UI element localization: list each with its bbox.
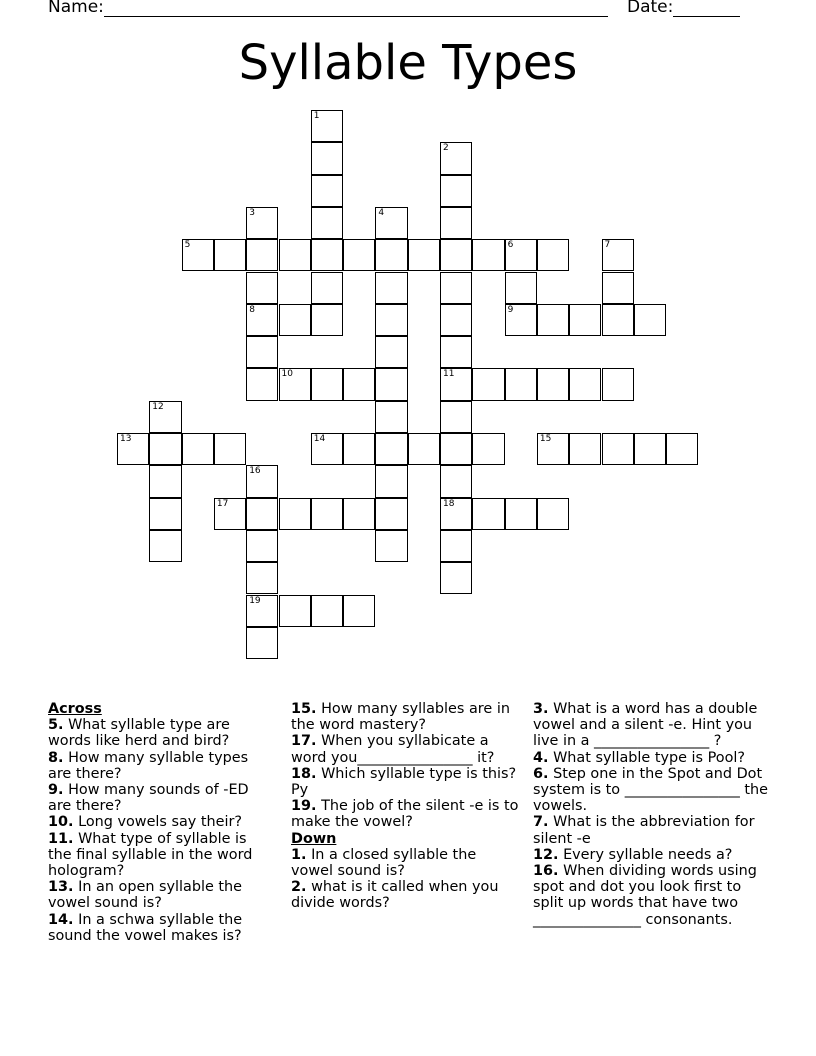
clue-number: 12 — [152, 401, 164, 412]
clue-num: 17. — [291, 733, 317, 750]
clue-number: 4 — [378, 207, 385, 218]
date-label: Date: — [627, 0, 674, 17]
grid-cell[interactable] — [375, 498, 407, 530]
grid-cell[interactable] — [311, 207, 343, 239]
grid-cell[interactable] — [279, 595, 311, 627]
down-heading: Down — [291, 830, 337, 847]
clue-text: What syllable type is Pool? — [553, 749, 746, 766]
across-clue — [48, 814, 273, 830]
clue-number: 7 — [604, 240, 611, 251]
grid-cell[interactable] — [505, 272, 537, 304]
clue-text: The job of the silent -e is to make the vowel? — [291, 798, 519, 831]
across-clue — [291, 701, 519, 733]
clue-number: 3 — [249, 207, 255, 218]
down-clue — [533, 814, 769, 846]
clue-number: 5 — [184, 240, 191, 251]
grid-cell[interactable] — [569, 304, 601, 336]
across-heading: Across — [48, 701, 102, 717]
grid-cell[interactable] — [343, 239, 375, 271]
grid-cell[interactable] — [375, 530, 407, 562]
down-clue — [291, 847, 519, 879]
grid-cell[interactable] — [537, 498, 569, 530]
grid-cell[interactable] — [311, 272, 343, 304]
clue-number: 1 — [313, 111, 320, 121]
grid-cell[interactable] — [505, 304, 537, 336]
across-clue — [48, 782, 273, 814]
date-line — [673, 16, 740, 17]
grid-cell[interactable] — [537, 433, 569, 465]
grid-cell[interactable] — [440, 272, 472, 304]
grid-cell[interactable] — [440, 530, 472, 562]
clue-num: 13. — [48, 879, 74, 896]
grid-cell[interactable] — [246, 368, 278, 400]
grid-cell[interactable] — [246, 498, 278, 530]
grid-cell[interactable] — [311, 239, 343, 271]
grid-cell[interactable] — [537, 239, 569, 271]
name-label: Name: — [48, 0, 104, 17]
down-clue — [533, 847, 769, 863]
clue-number: 6 — [507, 240, 514, 251]
grid-cell[interactable] — [149, 433, 181, 465]
grid-cell[interactable] — [440, 401, 472, 433]
grid-cell[interactable] — [149, 530, 181, 562]
grid-cell[interactable] — [343, 498, 375, 530]
grid-cell[interactable] — [311, 175, 343, 207]
crossword-grid — [117, 110, 699, 661]
grid-cell[interactable] — [440, 142, 472, 174]
down-clue — [533, 750, 769, 766]
clues-column-2 — [291, 701, 519, 912]
clue-number: 18 — [443, 498, 455, 509]
grid-cell[interactable] — [375, 368, 407, 400]
grid-cell[interactable] — [472, 433, 504, 465]
across-clue — [48, 831, 273, 880]
grid-cell[interactable] — [537, 368, 569, 400]
grid-cell[interactable] — [602, 239, 634, 271]
grid-cell[interactable] — [666, 433, 698, 465]
grid-cell[interactable] — [149, 465, 181, 497]
grid-cell[interactable] — [375, 336, 407, 368]
grid-cell[interactable] — [408, 433, 440, 465]
down-clue — [533, 863, 769, 928]
clue-text: Step one in the Spot and Dot system is to ________________ the vowels. — [533, 765, 769, 815]
clue-num: 4. — [533, 749, 549, 766]
grid-cell[interactable] — [440, 433, 472, 465]
clue-num: 12. — [533, 846, 559, 863]
clue-num: 18. — [291, 765, 317, 782]
grid-cell[interactable] — [279, 368, 311, 400]
grid-cell[interactable] — [214, 239, 246, 271]
across-clue — [291, 766, 519, 798]
across-clue — [48, 879, 273, 911]
clue-text: How many sounds of -ED are there? — [48, 782, 249, 815]
grid-cell[interactable] — [311, 110, 343, 142]
grid-cell[interactable] — [149, 498, 181, 530]
grid-cell[interactable] — [602, 433, 634, 465]
grid-cell[interactable] — [440, 304, 472, 336]
clue-num: 16. — [533, 863, 559, 880]
clue-text: In an open syllable the vowel sound is? — [48, 879, 243, 912]
across-clue — [291, 733, 519, 765]
clue-number: 8 — [249, 304, 255, 315]
clue-num: 8. — [48, 749, 64, 766]
clue-num: 10. — [48, 814, 74, 831]
grid-cell[interactable] — [246, 239, 278, 271]
grid-cell[interactable] — [375, 304, 407, 336]
grid-cell[interactable] — [569, 433, 601, 465]
grid-cell[interactable] — [472, 239, 504, 271]
clue-num: 5. — [48, 717, 64, 734]
grid-cell[interactable] — [440, 336, 472, 368]
grid-cell[interactable] — [602, 304, 634, 336]
grid-cell[interactable] — [311, 142, 343, 174]
clue-number: 19 — [249, 595, 261, 606]
clue-text: When dividing words using spot and dot you look first to split up words that have two _______________ consonants. — [533, 863, 757, 928]
grid-cell[interactable] — [246, 530, 278, 562]
clue-num: 14. — [48, 911, 74, 928]
grid-cell[interactable] — [440, 207, 472, 239]
grid-cell[interactable] — [505, 498, 537, 530]
clues-column-1 — [48, 701, 273, 944]
grid-cell[interactable] — [246, 304, 278, 336]
grid-cell[interactable] — [472, 368, 504, 400]
grid-cell[interactable] — [375, 272, 407, 304]
grid-cell[interactable] — [214, 433, 246, 465]
clue-text: In a closed syllable the vowel sound is? — [291, 846, 477, 880]
grid-cell[interactable] — [634, 433, 666, 465]
grid-cell[interactable] — [375, 465, 407, 497]
grid-cell[interactable] — [440, 368, 472, 400]
clue-num: 6. — [533, 765, 549, 782]
grid-cell[interactable] — [440, 562, 472, 594]
down-clue — [291, 879, 519, 911]
grid-cell[interactable] — [246, 627, 278, 659]
grid-cell[interactable] — [311, 433, 343, 465]
name-line — [104, 16, 608, 17]
grid-cell[interactable] — [408, 239, 440, 271]
clue-num: 15. — [291, 701, 317, 717]
grid-cell[interactable] — [311, 304, 343, 336]
grid-cell[interactable] — [375, 401, 407, 433]
grid-cell[interactable] — [440, 175, 472, 207]
clue-text: What syllable type are words like herd and bird? — [48, 717, 230, 750]
header — [48, 0, 748, 24]
grid-cell[interactable] — [246, 465, 278, 497]
grid-cell[interactable] — [343, 368, 375, 400]
clue-text: When you syllabicate a word you________________ it? — [291, 733, 495, 766]
grid-cell[interactable] — [602, 272, 634, 304]
grid-cell[interactable] — [440, 498, 472, 530]
clue-num: 19. — [291, 798, 317, 815]
clue-number: 17 — [216, 498, 229, 509]
grid-cell[interactable] — [505, 368, 537, 400]
grid-cell[interactable] — [375, 239, 407, 271]
grid-cell[interactable] — [279, 239, 311, 271]
clue-text: what is it called when you divide words? — [291, 879, 499, 912]
grid-cell[interactable] — [246, 562, 278, 594]
grid-cell[interactable] — [214, 498, 246, 530]
clue-number: 2 — [443, 143, 449, 154]
grid-cell[interactable] — [279, 498, 311, 530]
grid-cell[interactable] — [246, 272, 278, 304]
grid-cell[interactable] — [440, 239, 472, 271]
clue-number: 15 — [539, 434, 552, 444]
across-clue — [291, 798, 519, 830]
grid-cell[interactable] — [149, 401, 181, 433]
grid-cell[interactable] — [505, 239, 537, 271]
clues-column-3 — [533, 701, 769, 928]
grid-cell[interactable] — [311, 498, 343, 530]
grid-cell[interactable] — [311, 595, 343, 627]
clue-num: 1. — [291, 846, 307, 863]
clue-number: 14 — [313, 434, 326, 444]
clue-num: 11. — [48, 830, 74, 847]
grid-cell[interactable] — [343, 433, 375, 465]
grid-cell[interactable] — [311, 368, 343, 400]
clue-text: How many syllables are in the word mastery? — [291, 701, 510, 734]
clue-text: In a schwa syllable the sound the vowel makes is? — [48, 911, 243, 944]
grid-cell[interactable] — [375, 207, 407, 239]
clue-number: 13 — [120, 434, 132, 444]
clue-text: Every syllable needs a? — [563, 846, 733, 863]
grid-cell[interactable] — [440, 465, 472, 497]
down-clue — [533, 766, 769, 815]
clue-text: What is a word has a double vowel and a silent -e. Hint you live in a ________________ ? — [533, 701, 758, 750]
grid-cell[interactable] — [343, 595, 375, 627]
grid-cell[interactable] — [569, 368, 601, 400]
grid-cell[interactable] — [537, 304, 569, 336]
clue-text: Which syllable type is this? Py — [291, 765, 517, 799]
grid-cell[interactable] — [182, 433, 214, 465]
clue-num: 3. — [533, 701, 549, 717]
clue-num: 7. — [533, 814, 549, 831]
clue-num: 2. — [291, 879, 307, 896]
page-title: Syllable Types — [238, 35, 578, 91]
clue-num: 9. — [48, 782, 64, 799]
clue-text: What type of syllable is the final syllable in the word hologram? — [48, 830, 253, 880]
clue-text: What is the abbreviation for silent -e — [533, 814, 755, 847]
grid-cell[interactable] — [182, 239, 214, 271]
grid-cell[interactable] — [472, 498, 504, 530]
clue-number: 9 — [507, 304, 514, 315]
across-clue — [48, 750, 273, 782]
grid-cell[interactable] — [375, 433, 407, 465]
grid-cell[interactable] — [246, 595, 278, 627]
clue-text: Long vowels say their? — [78, 814, 243, 831]
across-clue — [48, 717, 273, 749]
grid-cell[interactable] — [279, 304, 311, 336]
down-clue — [533, 701, 769, 750]
grid-cell[interactable] — [634, 304, 666, 336]
clue-text: How many syllable types are there? — [48, 749, 249, 782]
grid-cell[interactable] — [117, 433, 149, 465]
across-clue — [48, 912, 273, 944]
clue-number: 11 — [443, 369, 455, 380]
grid-cell[interactable] — [246, 207, 278, 239]
grid-cell[interactable] — [602, 368, 634, 400]
grid-cell[interactable] — [246, 336, 278, 368]
clue-number: 16 — [249, 466, 261, 477]
clue-number: 10 — [281, 369, 293, 380]
